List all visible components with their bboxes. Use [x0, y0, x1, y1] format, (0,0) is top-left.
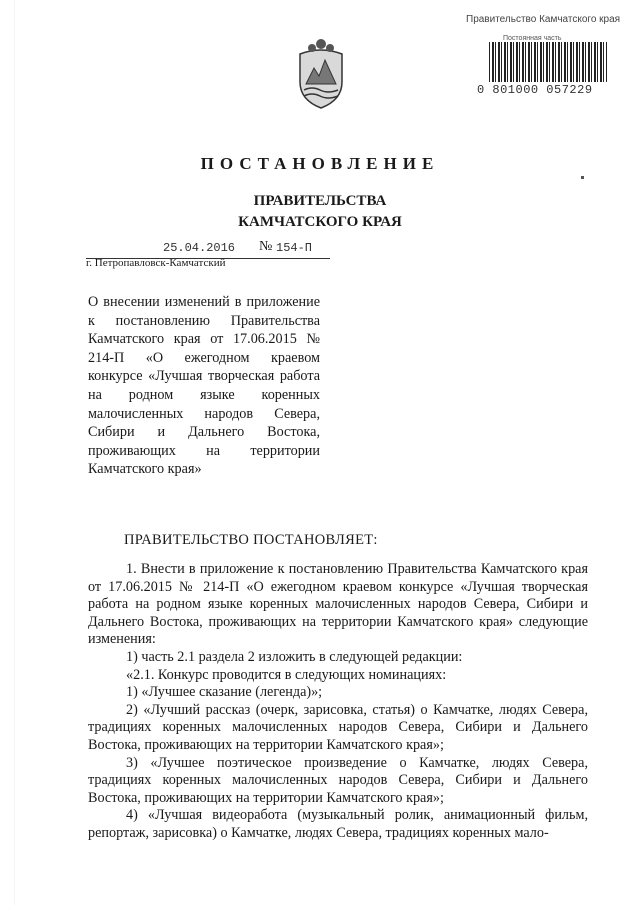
scan-dot — [581, 176, 584, 179]
stamp-caption: Постоянная часть — [503, 35, 562, 42]
paragraph: 4) «Лучшая видеоработа (музыкальный ролик, анимационный фильм, репортаж, зарисовка) о Камчатке, людях Севера, традициях коренных мало- — [88, 807, 588, 841]
document-subject: О внесении изменений в приложение к постановлению Правительства Камчатского края от 17.06.2015 № 214-П «О ежегодном краевом конкурсе «Лучшая творческая работа на родном языке коренных малочисленных народов Севера, Сибири и Дальнего Востока, проживающих на территории Камчатского края» — [88, 294, 320, 478]
paragraph: «2.1. Конкурс проводится в следующих номинациях: — [126, 666, 447, 683]
document-body — [88, 561, 588, 843]
document-date: 25.04.2016 — [163, 241, 236, 255]
document-title: ПОСТАНОВЛЕНИЕ — [200, 154, 440, 173]
authority-name — [0, 191, 640, 233]
authority-line-2: КАМЧАТСКОГО КРАЯ — [238, 214, 402, 230]
paragraph: 2) «Лучший рассказ (очерк, зарисовка, статья) о Камчатке, людях Севера, традициях коренных малочисленных народов Севера, Сибири и Дальнего Востока, проживающих на территории Камчатского края»; — [88, 701, 588, 753]
coat-of-arms-emblem — [292, 38, 350, 112]
paragraph: 1) «Лучшее сказание (легенда)»; — [126, 684, 323, 701]
barcode — [489, 42, 607, 82]
page-crease — [14, 0, 15, 905]
paragraph: 1. Внести в приложение к постановлению Правительства Камчатского края от 17.06.2015 № 214-П «О ежегодном краевом конкурсе «Лучшая творческая работа на родном языке коренных малочисленных народов Севера, Сибири и Дальнего Востока, проживающих на территории Камчатского края» следующие изменения: — [88, 561, 588, 648]
paragraph: 1) часть 2.1 раздела 2 изложить в следующей редакции: — [126, 648, 463, 665]
document-city: г. Петропавловск-Камчатский — [86, 257, 226, 269]
number-sign: № — [259, 239, 273, 254]
stamp-number: 0 801000 057229 — [477, 83, 593, 97]
stamp-org: Правительство Камчатского края — [466, 14, 621, 25]
decree-heading: ПРАВИТЕЛЬСТВО ПОСТАНОВЛЯЕТ: — [124, 532, 378, 548]
document-number: 154-П — [276, 241, 313, 255]
authority-line-1: ПРАВИТЕЛЬСТВА — [253, 193, 387, 209]
paragraph: 3) «Лучшее поэтическое произведение о Камчатке, людях Севера, традициях коренных малочисленных народов Севера, Сибири и Дальнего Востока, проживающих на территории Камчатского края»; — [88, 754, 588, 806]
